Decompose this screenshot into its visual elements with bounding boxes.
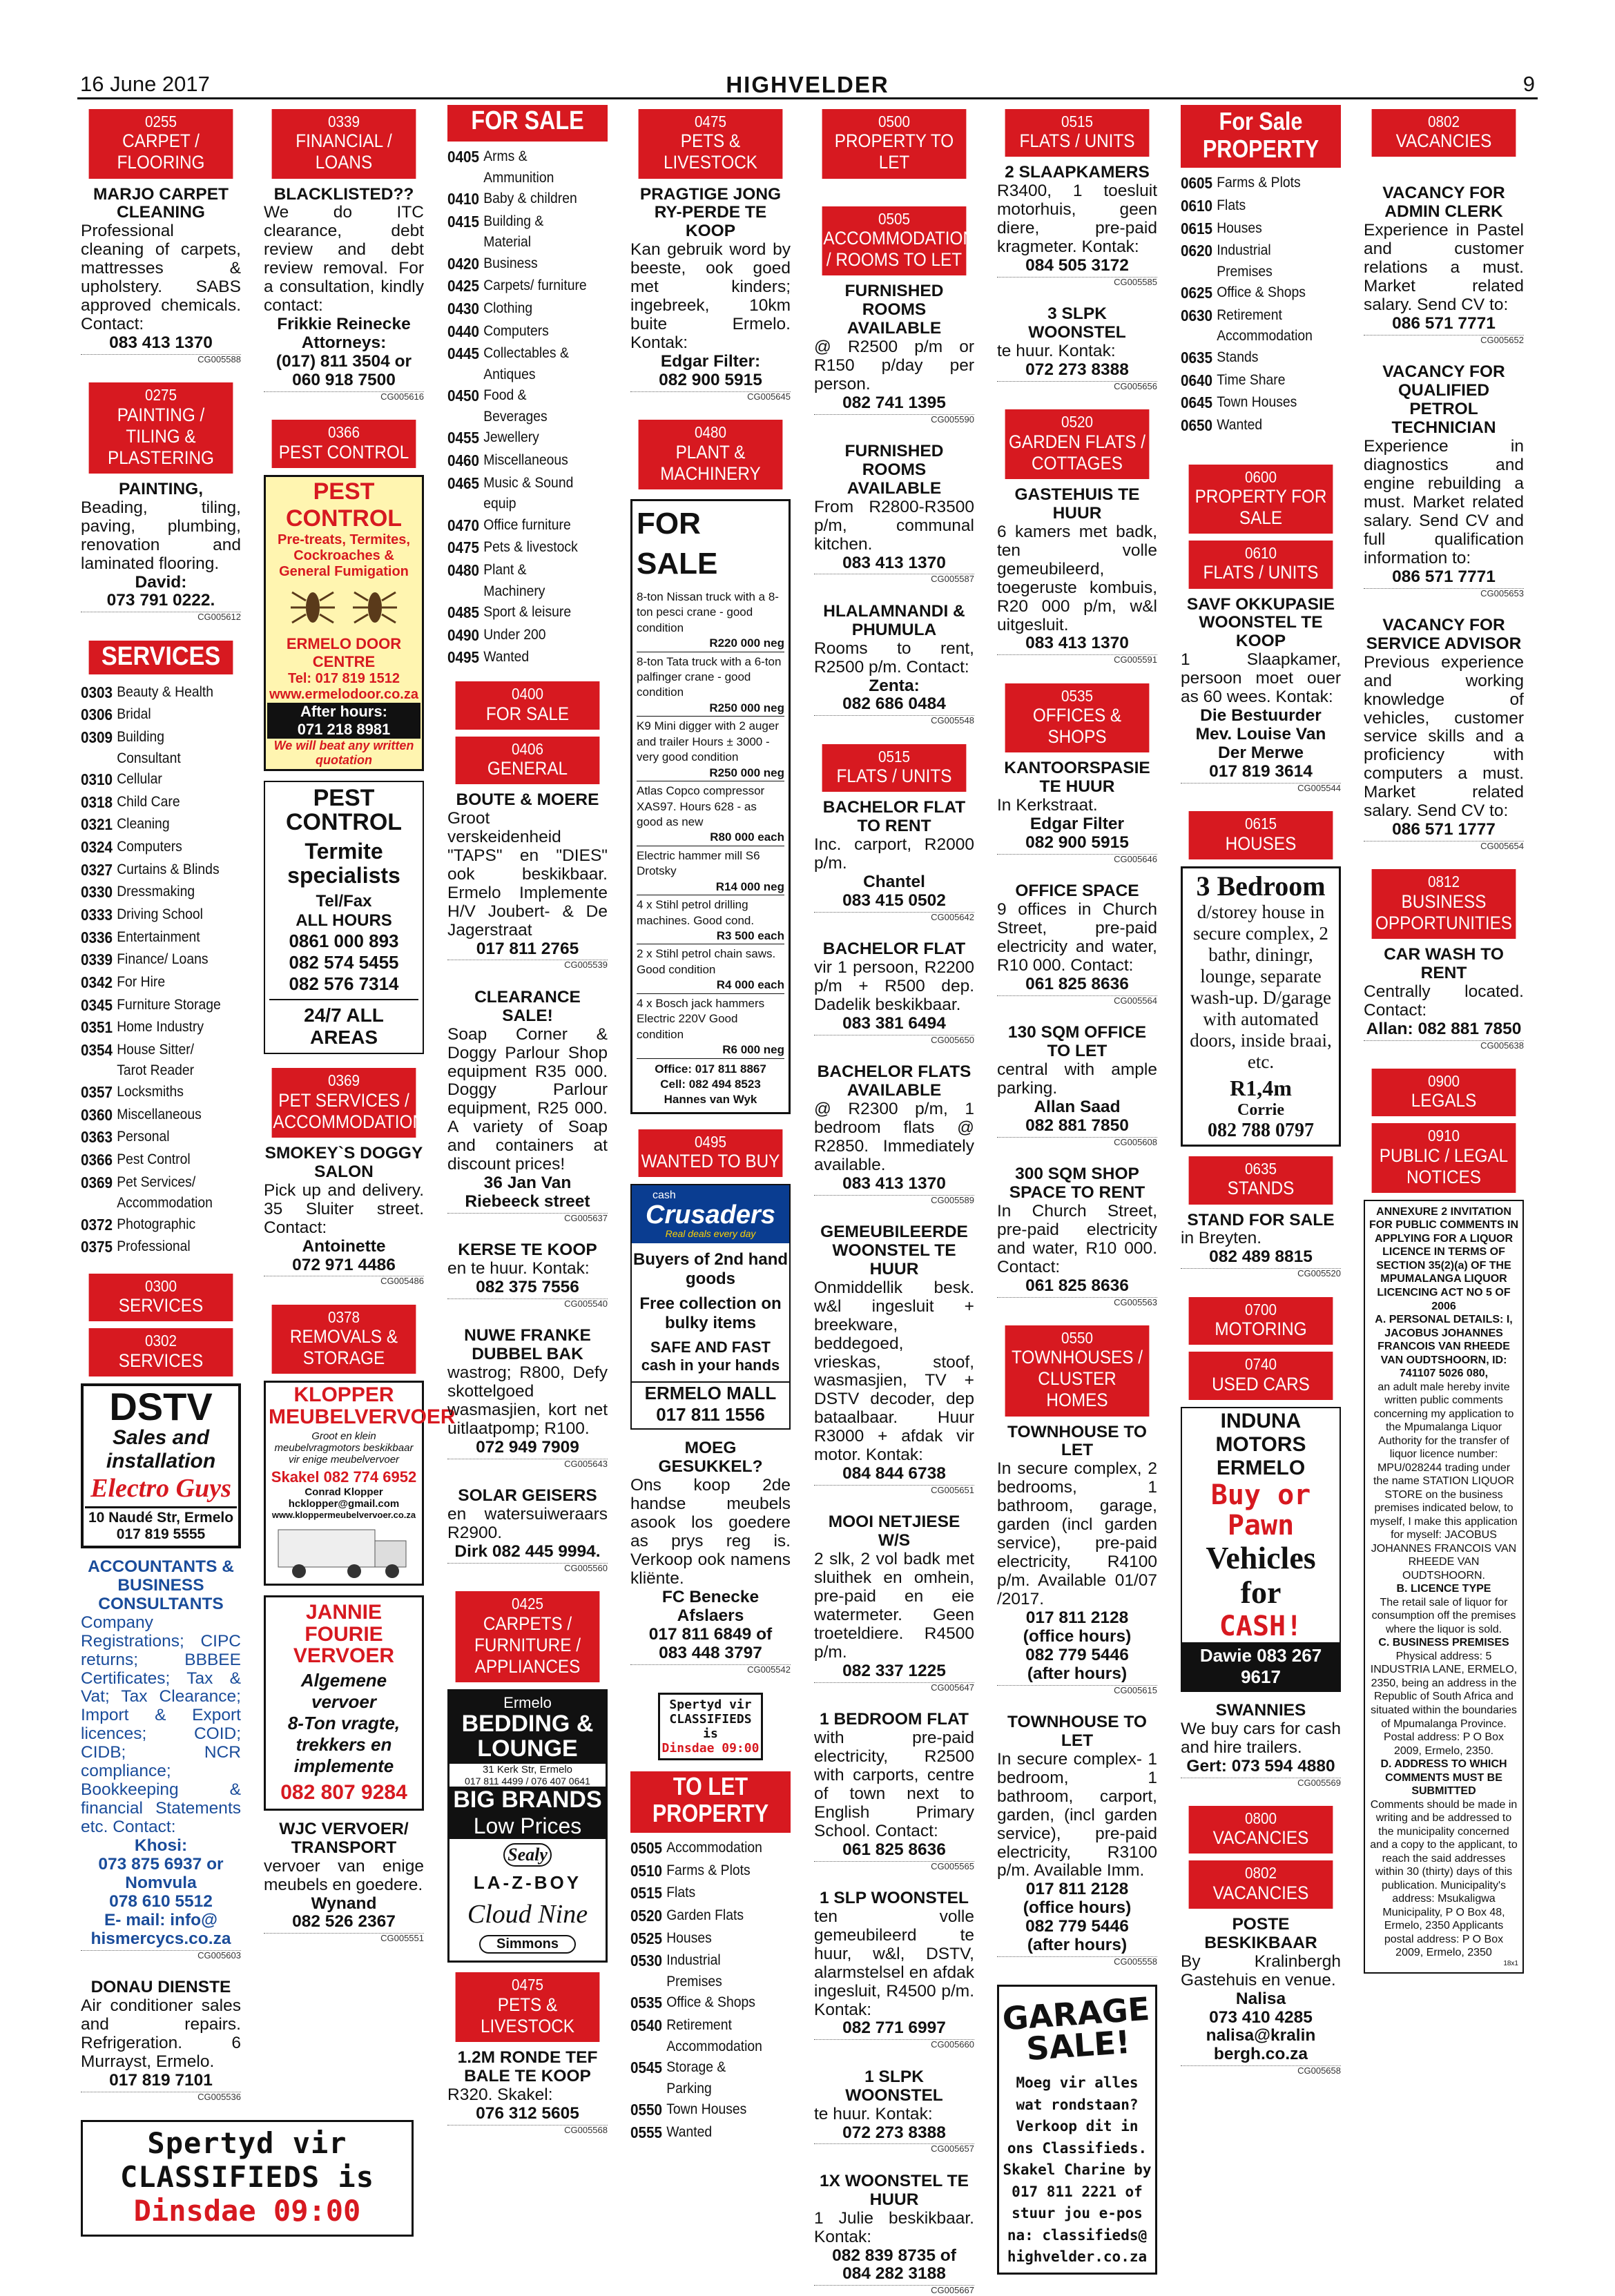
column-8 [1364, 104, 1524, 2202]
machinery-listing: 8-ton Nissan truck with a 8-ton pesci crane - good condition R220 000 neg [637, 590, 784, 652]
section-heading: 0550 TOWNHOUSES / CLUSTER HOMES [1005, 1325, 1150, 1417]
classified-ad: KERSE TE KOOP en te huur. Kontak: 082 375 7556 CG005540 [447, 1241, 608, 1310]
classified-ad: KANTOORSPASIE TE HUUR In Kerkstraat. Edgar Filter 082 900 5915 CG005646 [997, 759, 1157, 864]
truck-icon [269, 1520, 419, 1582]
column-2 [264, 104, 456, 2202]
category-index-item: 0357 Locksmiths [81, 1082, 184, 1101]
section-heading: 0635 STANDS [1189, 1156, 1333, 1204]
category-index-item: 0440 Computers [447, 322, 549, 340]
display-ad-jannie-fourie: JANNIE FOURIE VERVOER Algemene vervoer 8-Ton vragte, trekkers en implemente 082 807 9284 [264, 1595, 424, 1811]
display-ad-cash-crusaders: cash Crusaders Real deals every day Buyers of 2nd hand goods Free collection on bulky items SAFE AND FAST cash in your hands ERMELO MALL 017 811 1556 [630, 1184, 791, 1430]
classified-ad: 1X WOONSTEL TE HUUR 1 Julie beskikbaar. Kontak: 082 839 8735 of 084 282 3188 CG005667 [814, 2171, 974, 2296]
classified-ad: BACHELOR FLATS AVAILABLE @ R2300 p/m, 1 bedroom flats @ R2850. Immediately available. 083 413 1370 CG005589 [814, 1062, 974, 1205]
category-index-item: 0354 House Sitter/ Tarot Reader [81, 1040, 195, 1079]
category-index-item: 0455 Jewellery [447, 429, 539, 447]
section-heading: 0615 HOUSES [1189, 811, 1333, 859]
category-index-item: 0540 Retirement Accommodation [630, 2016, 762, 2054]
section-heading: 0480 PLANT & MACHINERY [639, 420, 783, 489]
category-index-item: 0645 Town Houses [1181, 393, 1297, 412]
category-index-item: 0425 Carpets/ furniture [447, 277, 587, 295]
machinery-listing: 8-ton Tata truck with a 6-ton palfinger crane - good condition R250 000 neg [637, 654, 784, 717]
category-index-item: 0405 Arms & Ammunition [447, 148, 554, 186]
classified-ad: SMOKEY`S DOGGY SALON Pick up and delivery. 35 Sluiter street. Contact: Antoinette 072 971 4486 CG005486 [264, 1143, 424, 1287]
classified-ad: CAR WASH TO RENT Centrally located. Contact: Allan: 082 881 7850 CG005638 [1364, 944, 1524, 1051]
category-index-item: 0630 Retirement Accommodation [1181, 306, 1313, 344]
category-index-item: 0470 Office furniture [447, 516, 571, 534]
machinery-listing: 2 x Stihl petrol chain saws. Good condition R4 000 each [637, 946, 784, 993]
page-header [77, 72, 1538, 99]
section-heading: 0339 FINANCIAL / LOANS [272, 109, 416, 179]
category-index-item: 0650 Wanted [1181, 416, 1263, 434]
category-index-item: 0620 Industrial Premises [1181, 242, 1273, 280]
category-index-item: 0372 Photographic [81, 1215, 196, 1234]
category-index [630, 1837, 791, 2143]
section-banner: SERVICES [89, 641, 233, 674]
section-heading: 0366 PEST CONTROL [272, 420, 416, 467]
display-ad-klopper: KLOPPER MEUBELVERVOER Groot en klein meubelvragmotors beskikbaar vir enige meubelvervoer Skakel 082 774 6952 Conrad Klopper hcklopper@gmail.com www.kloppermeubelvervoer.co.za [264, 1381, 424, 1586]
category-index-item: 0445 Collectables & Antiques [447, 344, 569, 382]
section-heading: 0600 PROPERTY FOR SALE [1189, 465, 1333, 534]
category-index-item: 0640 Time Share [1181, 371, 1286, 389]
classified-ad: SOLAR GEISERS en watersuiweraars R2900. Dirk 082 445 9994. CG005560 [447, 1486, 608, 1574]
section-heading: 0515 FLATS / UNITS [1005, 109, 1150, 157]
classified-ad: BACHELOR FLAT vir 1 persoon, R2200 p/m + R500 dep. Dadelik beskikbaar. 083 381 6494 CG005650 [814, 940, 974, 1045]
machinery-listing: Atlas Copco compressor XAS97. Hours 628 - as good as new R80 000 each [637, 784, 784, 846]
category-index-item: 0495 Wanted [447, 648, 530, 667]
category-index-item: 0420 Business [447, 254, 538, 273]
category-index-item: 0475 Pets & livestock [447, 538, 578, 557]
category-index-item: 0520 Garden Flats [630, 1907, 744, 1925]
category-index-item: 0545 Storage & Parking [630, 2059, 726, 2096]
classified-ad: VACANCY FOR QUALIFIED PETROL TECHNICIAN Experience in diagnostics and engine rebuilding a must. Market related salary. Send CV and full qualification information to: 086 571 7771 CG005653 [1364, 362, 1524, 599]
machinery-listing: K9 Mini digger with 2 auger and trailer Hours ± 3000 - very good condition R250 000 neg [637, 719, 784, 781]
section-heading: 0255 CARPET / FLOORING [89, 109, 233, 179]
column-5 [814, 104, 975, 2296]
category-index-item: 0610 Flats [1181, 196, 1246, 215]
category-index-item: 0306 Bridal [81, 706, 151, 724]
section-heading: 0802 VACANCIES [1372, 109, 1516, 157]
category-index-item: 0605 Farms & Plots [1181, 174, 1301, 193]
column-6 [997, 104, 1157, 2266]
category-index-item: 0303 Beauty & Health [81, 683, 214, 701]
category-index-item: 0415 Building & Material [447, 212, 544, 251]
section-heading: 0475 PETS & LIVESTOCK [639, 109, 783, 179]
section-heading: 0610 FLATS / UNITS [1189, 541, 1333, 588]
classified-ad: TOWNHOUSE TO LET In secure complex- 1 bedroom, 1 bathroom, carport, garden, (incl garden service), pre-paid electricity, R3100 p/m. Available Imm. 017 811 2128 (office hours) 082 779 5446 (after hours) CG005558 [997, 1712, 1157, 1967]
category-index [447, 146, 608, 669]
category-index-item: 0625 Office & Shops [1181, 284, 1306, 302]
section-heading: 0520 GARDEN FLATS / COTTAGES [1005, 409, 1150, 479]
termite-icon [267, 580, 420, 635]
category-index-item: 0530 Industrial Premises [630, 1952, 722, 1989]
section-heading: 0378 REMOVALS & STORAGE [272, 1305, 416, 1374]
classified-ad: 300 SQM SHOP SPACE TO RENT In Church Street, pre-paid electricity and water, R10 000. Contact: 061 825 8636 CG005563 [997, 1165, 1157, 1307]
deadline-notice: Spertyd vir CLASSIFIEDS is Dinsdae 09:00 [81, 2120, 414, 2237]
machinery-listing: 4 x Bosch jack hammers Electric 220V Good condition R6 000 neg [637, 996, 784, 1059]
display-ad-termite: PEST CONTROL Termite specialists Tel/Fax ALL HOURS 0861 000 893 082 574 5455 082 576 7314 24/7 ALL AREAS [264, 781, 424, 1055]
legal-notice: ANNEXURE 2 INVITATION FOR PUBLIC COMMENTS IN APPLYING FOR A LIQUOR LICENCE IN TERMS OF SECTION 35(2)(a) OF THE MPUMALANGA LIQUOR LICENCING ACT NO 5 OF 2006 A. PERSONAL DETAILS: I, JACOBUS JOHANNES FRANCOIS VAN RHEEDE VAN OUDTSHOORN, ID: 741107 5026 080, an adult male hereby invite written public comments concerning my application to the Mpumalanga Liquor Authority for the transfer of liquor licence number: MPU/028244 trading under the name STATION LIQUOR STORE on the business premises indicated below, to myself, I make this application for myself: JACOBUS JOHANNES FRANCOIS VAN RHEEDE VAN OUDTSHOORN. B. LICENCE TYPE The retail sale of liquor for consumption off the premises where the liquor is sold. C. BUSINESS PREMISES Physical address: 5 INDUSTRIA LANE, ERMELO, 2350, being an address in the Republic of South Africa and situated within the boundaries of Mpumalanga Province. Postal address: P O Box 2009, Ermelo, 2350. D. ADDRESS TO WHICH COMMENTS MUST BE SUBMITTED Comments should be made in writing and be addressed to the municipality concerned and a copy to the applicant, to reach the said addresses within 30 (thirty) days of this publication. Municipality's address: Msukaligwa Municipality, P O Box 48, Ermelo, 2350 Applicants postal address: P O Box 2009, Ermelo, 2350 18x1 [1364, 1200, 1524, 1974]
category-index-item: 0480 Plant & Machinery [447, 561, 545, 599]
section-heading: 0275 PAINTING / TILING & PLASTERING [89, 382, 233, 474]
classified-ad: POSTE BESKIKBAAR By Kralinbergh Gastehuis en venue. Nalisa 073 410 4285 nalisa@kralin bergh.co.za CG005658 [1181, 1914, 1341, 2076]
category-index-item: 0510 Farms & Plots [630, 1861, 751, 1880]
deadline-notice: Spertyd vir CLASSIFIEDS is Dinsdae 09:00 [658, 1693, 763, 1760]
category-index-item: 0535 Office & Shops [630, 1994, 755, 2012]
section-heading: 0475 PETS & LIVESTOCK [456, 1972, 600, 2042]
section-banner: TO LET PROPERTY [630, 1771, 791, 1833]
column-4 [630, 104, 791, 2202]
category-index-item: 0485 Sport & leisure [447, 603, 572, 622]
category-index-item: 0310 Cellular [81, 770, 162, 789]
category-index-item: 0318 Child Care [81, 792, 180, 811]
category-index [1181, 172, 1341, 436]
category-index-item: 0342 For Hire [81, 973, 166, 991]
classified-ad: STAND FOR SALE in Breyten. 082 489 8815 CG005520 [1181, 1210, 1341, 1279]
section-heading: 0300 SERVICES [89, 1274, 233, 1321]
section-heading: 0400 FOR SALE [456, 681, 600, 729]
classified-ad: WJC VERVOER/ TRANSPORT vervoer van enige meubels en goedere. Wynand 082 526 2367 CG005551 [264, 1819, 424, 1944]
classified-ad: BOUTE & MOERE Groot verskeidenheid "TAPS" en "DIES" ook beskikbaar. Ermelo Implemente H/V Joubert- & De Jagerstraat 017 811 2765 CG005539 [447, 790, 608, 971]
category-index-item: 0366 Pest Control [81, 1150, 191, 1169]
category-index-item: 0339 Finance/ Loans [81, 951, 209, 969]
classified-ad: PRAGTIGE JONG RY-PERDE TE KOOP Kan gebruik word by beeste, ook goed met kinders; ingebreek, 10km buite Ermelo. Kontak: Edgar Filter: 082 900 5915 CG005645 [630, 184, 791, 402]
section-heading: 0700 MOTORING [1189, 1297, 1333, 1345]
display-ad-dstv: DSTV Sales and installation Electro Guys 10 Naudé Str, Ermelo 017 819 5555 [81, 1383, 241, 1548]
classified-ad: MARJO CARPET CLEANING Professional cleaning of carpets, mattresses & upholstery. SABS approved chemicals. Contact: 083 413 1370 CG005588 [81, 184, 241, 364]
masthead: HIGHVELDER [726, 72, 889, 97]
category-index-item: 0369 Pet Services/ Accommodation [81, 1173, 213, 1212]
section-heading: 0505 ACCOMMODATION / ROOMS TO LET [822, 206, 967, 276]
machinery-listing: Electric hammer mill S6 Drotsky R14 000 neg [637, 848, 784, 895]
section-heading: 0800 VACANCIES [1189, 1806, 1333, 1854]
section-heading: 0500 PROPERTY TO LET [822, 109, 967, 179]
classified-ad: GASTEHUIS TE HUUR 6 kamers met badk, ten volle gemeubileerd, toegeruste kombuis, R20 000 p/m, w&l uitgesluit. 083 413 1370 CG005591 [997, 485, 1157, 665]
category-index-item: 0321 Cleaning [81, 815, 170, 834]
category-index-item: 0360 Miscellaneous [81, 1105, 202, 1124]
category-index [81, 681, 241, 1258]
classified-ad: 1 SLP WOONSTEL ten volle gemeubileerd te huur, w&l, DSTV, alarmstelsel en afdak ingesluit, R4500 p/m. Kontak: 082 771 6997 CG005660 [814, 1888, 974, 2050]
machinery-listing: 4 x Stihl petrol drilling machines. Good cond. R3 500 each [637, 897, 784, 944]
section-heading: 0302 SERVICES [89, 1328, 233, 1376]
category-index-item: 0330 Dressmaking [81, 883, 195, 902]
section-heading: 0910 PUBLIC / LEGAL NOTICES [1372, 1123, 1516, 1193]
category-index-item: 0363 Personal [81, 1128, 170, 1147]
category-index-item: 0410 Baby & children [447, 190, 577, 208]
classified-ad: BLACKLISTED?? We do ITC clearance, debt review and debt review removal. For a consultation, kindly contact: Frikkie Reinecke Attorneys: (017) 811 3504 or 060 918 7500 CG005616 [264, 184, 424, 402]
category-index-item: 0525 Houses [630, 1929, 712, 1947]
section-banner: For Sale PROPERTY [1181, 105, 1341, 168]
section-heading: 0369 PET SERVICES / ACCOMMODATION [272, 1068, 416, 1138]
column-3 [447, 104, 608, 2202]
section-heading: 0515 FLATS / UNITS [822, 744, 967, 792]
category-index-item: 0465 Music & Sound equip [447, 474, 574, 512]
section-heading: 0535 OFFICES & SHOPS [1005, 683, 1150, 753]
classified-ad: CLEARANCE SALE! Soap Corner & Doggy Parlour Shop equipment R35 000. Doggy Parlour equipment, R25 000. A variety of Soap and containers at discount prices! 36 Jan Van Riebeeck street CG005637 [447, 987, 608, 1224]
category-index-item: 0327 Curtains & Blinds [81, 860, 220, 879]
category-index-item: 0345 Furniture Storage [81, 995, 221, 1014]
page-number: 9 [1522, 72, 1535, 96]
classified-ad: 1 SLPK WOONSTEL te huur. Kontak: 072 273 8388 CG005657 [814, 2067, 974, 2154]
category-index-item: 0555 Wanted [630, 2123, 713, 2141]
issue-date: 16 June 2017 [80, 72, 210, 96]
classified-ad: 130 SQM OFFICE TO LET central with ample parking. Allan Saad 082 881 7850 CG005608 [997, 1023, 1157, 1147]
category-index-item: 0515 Flats [630, 1884, 696, 1903]
category-index-item: 0450 Food & Beverages [447, 387, 548, 425]
section-heading: 0425 CARPETS / FURNITURE / APPLIANCES [456, 1591, 600, 1682]
classified-ad: ACCOUNTANTS & BUSINESS CONSULTANTS Company Registrations; CIPC returns; BBBEE Certificates; Tax & Vat; Tax Clearance; Import & Export licences; COID; CIDB; NCR compliance; Bookkeeping & financial Statements etc. Contact: Khosi: 073 875 6937 or Nomvula 078 610 5512 E- mail: info@ hismercycs.co.za CG005603 [81, 1557, 241, 1961]
classified-ad: GEMEUBILEERDE WOONSTEL TE HUUR Onmiddellik besk. w&l ingesluit + breekware, beddegoed, vrieskas, stoof, wasmasjien, TV + DSTV decoder, dep bataalbaar. Huur R3000 + afdak vir motor. Kontak: 084 844 6738 CG005651 [814, 1222, 974, 1496]
classified-ad: VACANCY FOR SERVICE ADVISOR Previous experience and working knowledge of vehicles, customer service skills and a proficiency with computers a must. Market related salary. Send CV to: 086 571 1777 CG005654 [1364, 615, 1524, 852]
category-index-item: 0490 Under 200 [447, 625, 546, 644]
classified-ad: 1.2M RONDE TEF BALE TE KOOP R320. Skakel: 076 312 5605 CG005568 [447, 2047, 608, 2135]
classified-ad: 3 SLPK WOONSTEL te huur. Kontak: 072 273 8388 CG005656 [997, 304, 1157, 392]
display-ad-induna-motors: INDUNA MOTORS ERMELO Buy or Pawn Vehicles for CASH! Dawie 083 267 9617 [1181, 1407, 1341, 1692]
classified-ad: SAVF OKKUPASIE WOONSTEL TE KOOP 1 Slaapkamer, persoon moet ouer as 60 wees. Kontak: Die Bestuurder Mev. Louise Van Der Merwe 017 819 3614 CG005544 [1181, 594, 1341, 793]
category-index-item: 0460 Miscellaneous [447, 451, 568, 470]
section-heading: 0740 USED CARS [1189, 1352, 1333, 1399]
category-index-item: 0430 Clothing [447, 300, 533, 318]
classified-ad: 2 SLAAPKAMERS R3400, 1 toesluit motorhuis, geen diere, pre-paid kragmeter. Kontak: 084 505 3172 CG005585 [997, 163, 1157, 288]
display-ad-pest-control: PEST CONTROL Pre-treats, Termites, Cockroaches & General Fumigation ERMELO DOOR CENTRE Tel: 017 819 1512 www.ermelodoor.co.za After hours: 071 218 8981 We will beat any written quotation [264, 475, 424, 771]
classified-ad: VACANCY FOR ADMIN CLERK Experience in Pastel and customer relations a must. Market related salary. Send CV to: 086 571 7771 CG005652 [1364, 184, 1524, 345]
section-heading: 0900 LEGALS [1372, 1069, 1516, 1116]
classified-ad: NUWE FRANKE DUBBEL BAK wastrog; R800, Defy skottelgoed wasmasjien, kort net uitlaatpomp; R100. 072 949 7909 CG005643 [447, 1326, 608, 1469]
display-ad-garage-sale: GARAGE SALE! Moeg vir alles wat rondstaan? Verkoop dit in ons Classifieds. Skakel Charine by 017 811 2221 of stuur jou e-pos na: classifieds@ highvelder.co.za [997, 1985, 1157, 2275]
display-ad-bedding-lounge: Ermelo BEDDING & LOUNGE 31 Kerk Str, Ermelo 017 811 4499 / 076 407 0641 BIG BRANDS Low Prices Sealy LA-Z-BOY Cloud Nine Simmons [447, 1689, 608, 1963]
classified-ad: MOOI NETJIESE W/S 2 slk, 2 vol badk met sluithek en omhein, pre-paid en eie watermeter. Geen troeteldiere. R4500 p/m. 082 337 1225 CG005647 [814, 1512, 974, 1693]
category-index-item: 0550 Town Houses [630, 2101, 747, 2119]
category-index-item: 0615 Houses [1181, 219, 1262, 237]
category-index-item: 0505 Accommodation [630, 1839, 762, 1858]
category-index-item: 0333 Driving School [81, 905, 203, 924]
section-heading: 0802 VACANCIES [1189, 1860, 1333, 1908]
classified-ad: FURNISHED ROOMS AVAILABLE From R2800-R3500 p/m, communal kitchen. 083 413 1370 CG005587 [814, 441, 974, 585]
classified-ad: PAINTING, Beading, tiling, paving, plumbing, renovation and laminated flooring. David: 073 791 0222. CG005612 [81, 479, 241, 623]
classified-ad: 1 BEDROOM FLAT with pre-paid electricity, R2500 with carports, centre of town next to English Primary School. Contact: 061 825 8636 CG005565 [814, 1710, 974, 1871]
category-index-item: 0375 Professional [81, 1238, 191, 1256]
classified-ad: MOEG GESUKKEL? Ons koop 2de handse meubels asook los goedere as prys reg is. Verkoop ook namens kliënte. FC Benecke Afslaers 017 811 6849 of 083 448 3797 CG005542 [630, 1439, 791, 1675]
section-banner: FOR SALE [447, 105, 608, 142]
classified-ad: BACHELOR FLAT TO RENT Inc. carport, R2000 p/m. Chantel 083 415 0502 CG005642 [814, 798, 974, 922]
classified-ad: OFFICE SPACE 9 offices in Church Street, pre-paid electricity and water, R10 000. Contact: 061 825 8636 CG005564 [997, 882, 1157, 1006]
section-heading: 0406 GENERAL [456, 737, 600, 784]
classified-ad: HLALAMNANDI & PHUMULA Rooms to rent, R2500 p/m. Contact: Zenta: 082 686 0484 CG005548 [814, 601, 974, 726]
category-index-item: 0635 Stands [1181, 348, 1259, 367]
section-heading: 0495 WANTED TO BUY [639, 1129, 783, 1177]
classified-ad: FURNISHED ROOMS AVAILABLE @ R2500 p/m or R150 p/day per person. 082 741 1395 CG005590 [814, 282, 974, 425]
column-7 [1181, 104, 1341, 2202]
classified-ad: SWANNIES We buy cars for cash and hire trailers. Gert: 073 594 4880 CG005569 [1181, 1700, 1341, 1788]
category-index-item: 0309 Building Consultant [81, 728, 181, 766]
classified-ad: TOWNHOUSE TO LET In secure complex, 2 bedrooms, 1 bathroom, garage, garden (incl garden service), pre-paid electricity, R4100 p/m. Available 01/07 /2017. 017 811 2128 (office hours) 082 779 5446 (after hours) CG005615 [997, 1422, 1157, 1695]
classified-ad: DONAU DIENSTE Air conditioner sales and repairs. Refrigeration. 6 Murrayst, Ermelo. 017 819 7101 CG005536 [81, 1977, 241, 2102]
display-ad-machinery: FOR SALE 8-ton Nissan truck with a 8-ton pesci crane - good condition R220 000 neg 8-ton Tata truck with a 6-ton palfinger crane - good condition R250 000 neg K9 Mini digger with 2 auger and trailer Hours ± 3000 - very good condition R250 000 neg Atlas Copco compressor XAS97. Hours 628 - as good as new R80 000 each Electric hammer mill S6 Drotsky R14 000 neg 4 x Stihl petrol drilling machines. Good cond. R3 500 each 2 x Stihl petrol chain saws. Good condition R4 000 each 4 x Bosch jack hammers Electric 220V Good condition R6 000 neg Office: 017 811 8867 Cell: 082 494 8523 Hannes van Wyk [630, 499, 791, 1114]
category-index-item: 0336 Entertainment [81, 928, 200, 946]
section-heading: 0812 BUSINESS OPPORTUNITIES [1372, 869, 1516, 939]
category-index-item: 0351 Home Industry [81, 1018, 204, 1037]
display-ad-3-bedroom: 3 Bedroom d/storey house in secure complex, 2 bathr, diningr, lounge, separate wash-up. D/garage with automated doors, inside braai, etc. R1,4m Corrie 082 788 0797 [1181, 866, 1341, 1147]
category-index-item: 0324 Computers [81, 838, 182, 857]
